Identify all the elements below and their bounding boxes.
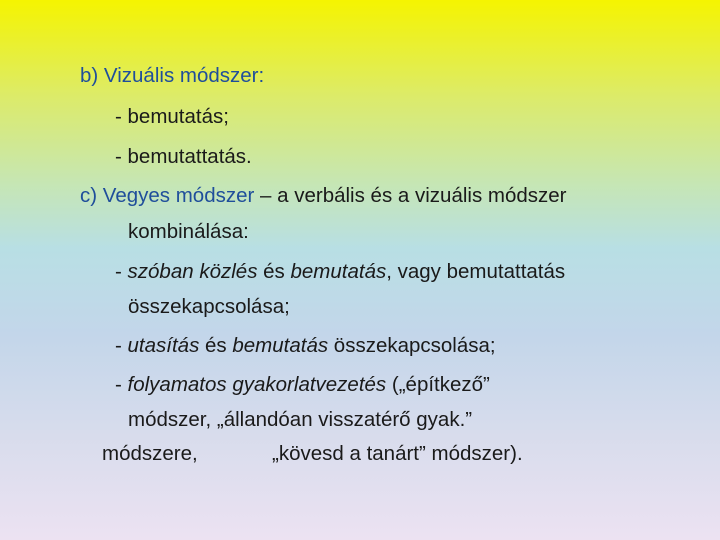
- section-b-item-bemutatas: - bemutatás;: [115, 105, 229, 128]
- text-rest: összekapcsolása;: [328, 334, 496, 357]
- em-bemutatas: bemutatás: [232, 334, 329, 357]
- text-es: és: [199, 334, 233, 357]
- em-bemutatas: bemutatás: [290, 260, 387, 283]
- section-c-item-folyamatos-continuation-2b: „kövesd a tanárt” módszer).: [272, 442, 523, 465]
- text-rest: („építkező”: [386, 373, 490, 396]
- section-c-item-szoban-continuation: összekapcsolása;: [128, 295, 290, 318]
- section-c-item-folyamatos-continuation: módszer, „állandóan visszatérő gyak.”: [128, 408, 473, 431]
- section-c-heading-label: c) Vegyes módszer: [80, 184, 255, 207]
- section-c-heading-rest: – a verbális és a vizuális módszer: [254, 184, 567, 207]
- text-es: és: [257, 260, 291, 283]
- em-szoban-kozles: szóban közlés: [127, 260, 258, 283]
- dash: -: [115, 334, 128, 357]
- section-c-item-folyamatos: [115, 375, 490, 396]
- section-b-item-bemutattatas: - bemutattatás.: [115, 145, 252, 168]
- dash: -: [115, 260, 128, 283]
- section-c-heading-continuation: kombinálása:: [128, 220, 249, 243]
- text-rest: , vagy bemutattatás: [386, 260, 566, 283]
- section-c-item-szoban: [115, 262, 565, 283]
- em-utasitas: utasítás: [127, 334, 200, 357]
- section-c-heading: [80, 186, 567, 207]
- dash: -: [115, 373, 128, 396]
- section-b-heading: b) Vizuális módszer:: [80, 64, 265, 87]
- em-folyamatos-gyakorlatvezetes: folyamatos gyakorlatvezetés: [127, 373, 387, 396]
- section-c-item-folyamatos-continuation-2a: módszere,: [102, 442, 198, 465]
- section-c-item-utasitas: [115, 336, 496, 357]
